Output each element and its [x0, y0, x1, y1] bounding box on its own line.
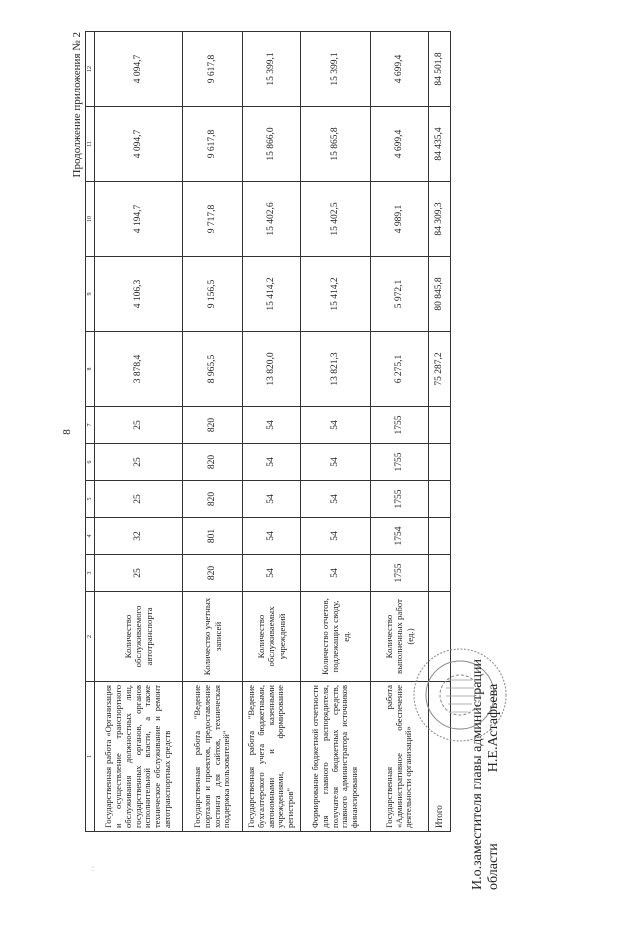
total-value-cell: 84 435,4 — [429, 107, 451, 182]
column-number: 1 — [86, 682, 95, 832]
value-cell: 13 821,3 — [301, 332, 371, 407]
value-cell: 3 878,4 — [95, 332, 183, 407]
total-value-cell — [429, 444, 451, 481]
column-number: 12 — [86, 32, 95, 107]
value-cell: 6 275,1 — [371, 332, 429, 407]
table-row — [183, 32, 243, 832]
work-name-cell: Государственная работа «Административное обеспечение деятельности организаций» — [371, 682, 429, 832]
value-cell: 1755 — [371, 481, 429, 518]
value-cell: 9 617,8 — [183, 107, 243, 182]
value-cell: 32 — [95, 518, 183, 555]
table-row — [243, 32, 301, 832]
total-value-cell — [429, 407, 451, 444]
total-label: Итого — [429, 682, 451, 832]
indicator-cell: Количество отчетов, подлежащих своду, ед. — [301, 592, 371, 682]
value-cell: 15 414,2 — [301, 257, 371, 332]
indicator-cell: Количество учетных записей — [183, 592, 243, 682]
value-cell: 54 — [301, 518, 371, 555]
value-cell: 4 699,4 — [371, 107, 429, 182]
value-cell: 9 156,5 — [183, 257, 243, 332]
total-value-cell: 80 845,8 — [429, 257, 451, 332]
total-value-cell — [429, 518, 451, 555]
value-cell: 4 094,7 — [95, 32, 183, 107]
value-cell: 15 402,5 — [301, 182, 371, 257]
value-cell: 54 — [301, 555, 371, 592]
column-number: 11 — [86, 107, 95, 182]
total-value-cell: 75 287,2 — [429, 332, 451, 407]
value-cell: 15 399,1 — [243, 32, 301, 107]
value-cell: 801 — [183, 518, 243, 555]
value-cell: 13 820,0 — [243, 332, 301, 407]
column-number: 4 — [86, 518, 95, 555]
value-cell: 54 — [243, 407, 301, 444]
indicator-cell: Количество обслуживаемого автотранспорта — [95, 592, 183, 682]
total-value-cell — [429, 555, 451, 592]
column-number: 2 — [86, 592, 95, 682]
scan-artifact: ⁚ — [92, 867, 94, 873]
column-number: 5 — [86, 481, 95, 518]
value-cell: 1755 — [371, 407, 429, 444]
signature-area — [352, 640, 640, 940]
page-number: 8 — [61, 429, 73, 435]
value-cell: 4 094,7 — [95, 107, 183, 182]
value-cell: 5 972,1 — [371, 257, 429, 332]
value-cell: 25 — [95, 555, 183, 592]
work-name-cell: Государственная работа «Организация и осуществление транспортного обслуживания должностных лиц, государственных органов, органов исполнительной власти, а также техническое обслуживание и ремонт автотранспортных средств — [95, 682, 183, 832]
value-cell: 9 717,8 — [183, 182, 243, 257]
work-name-cell: Формирование бюджетной отчетности для главного распорядителя, получателя бюджетных средств, главного администратора источников финансирования — [301, 682, 371, 832]
value-cell: 25 — [95, 444, 183, 481]
signature-name: Н.Е.Астафьева — [486, 683, 501, 773]
value-cell: 54 — [301, 407, 371, 444]
column-number: 3 — [86, 555, 95, 592]
value-cell: 15 399,1 — [301, 32, 371, 107]
value-cell: 54 — [301, 481, 371, 518]
value-cell: 820 — [183, 481, 243, 518]
total-value-cell: 84 309,3 — [429, 182, 451, 257]
value-cell: 54 — [301, 444, 371, 481]
value-cell: 54 — [243, 518, 301, 555]
value-cell: 25 — [95, 407, 183, 444]
total-value-cell — [429, 481, 451, 518]
value-cell: 15 402,6 — [243, 182, 301, 257]
indicator-cell: Количество обслуживаемых учреждений — [243, 592, 301, 682]
column-number-row — [86, 32, 95, 832]
value-cell: 54 — [243, 444, 301, 481]
column-number: 7 — [86, 407, 95, 444]
value-cell: 25 — [95, 481, 183, 518]
column-number: 6 — [86, 444, 95, 481]
value-cell: 15 866,0 — [243, 107, 301, 182]
value-cell: 820 — [183, 407, 243, 444]
value-cell: 820 — [183, 555, 243, 592]
signature-region: области — [486, 843, 501, 890]
continuation-label: Продолжение приложения № 2 — [71, 32, 83, 178]
column-number: 10 — [86, 182, 95, 257]
signature-name-line — [486, 640, 502, 890]
value-cell: 4 194,7 — [95, 182, 183, 257]
value-cell: 820 — [183, 444, 243, 481]
value-cell: 1755 — [371, 555, 429, 592]
signature-title: И.о.заместителя главы администрации — [470, 659, 485, 890]
table-row — [95, 32, 183, 832]
work-name-cell: Государственная работа "Ведение порталов и проектов, предоставление хостинга для сайтов, техническая поддержка пользователей" — [183, 682, 243, 832]
indicator-cell: Количество выполненных работ (ед.) — [371, 592, 429, 682]
value-cell: 9 617,8 — [183, 32, 243, 107]
value-cell: 4 699,4 — [371, 32, 429, 107]
value-cell: 4 106,3 — [95, 257, 183, 332]
value-cell: 15 414,2 — [243, 257, 301, 332]
value-cell: 4 989,1 — [371, 182, 429, 257]
column-number: 9 — [86, 257, 95, 332]
value-cell: 54 — [243, 555, 301, 592]
value-cell: 15 865,8 — [301, 107, 371, 182]
column-number: 8 — [86, 332, 95, 407]
value-cell: 8 965,5 — [183, 332, 243, 407]
value-cell: 54 — [243, 481, 301, 518]
value-cell: 1755 — [371, 444, 429, 481]
value-cell: 1754 — [371, 518, 429, 555]
total-value-cell: 84 501,8 — [429, 32, 451, 107]
work-name-cell: Государственная работа "Ведение бухгалтерского учета бюджетными, автономными и казенными учреждениями, формирование регистров" — [243, 682, 301, 832]
